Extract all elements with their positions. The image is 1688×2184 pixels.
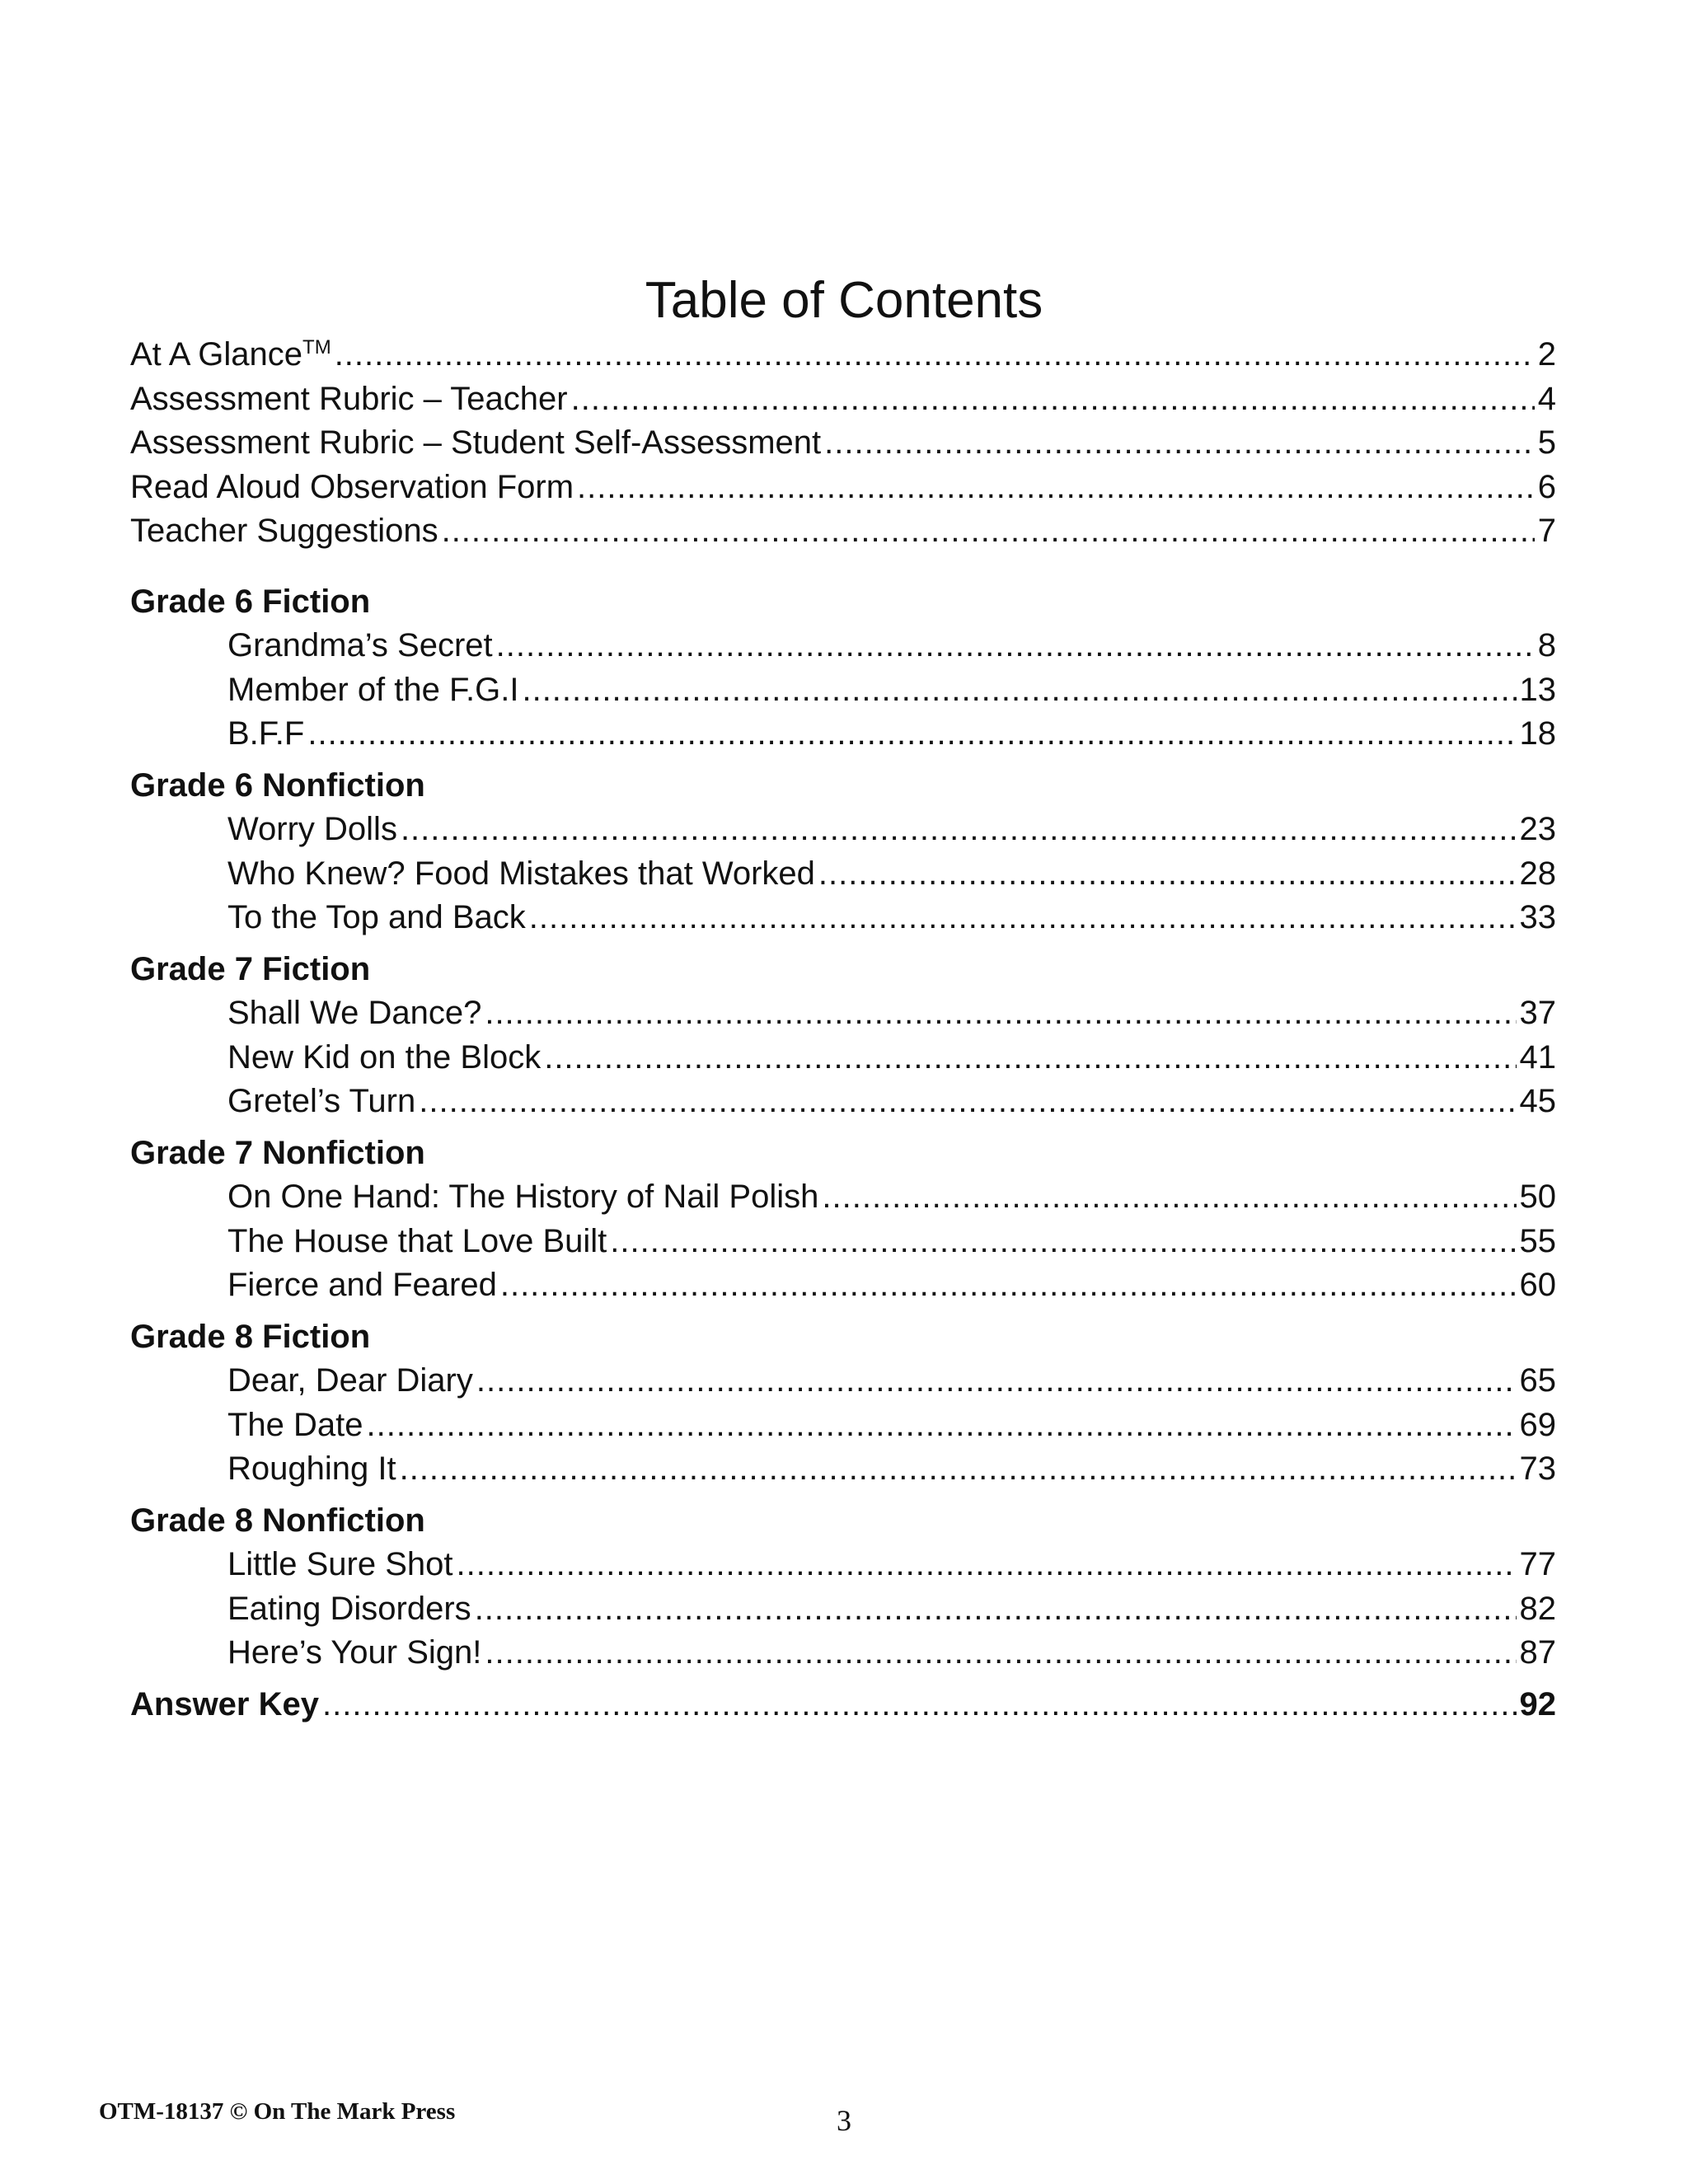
toc-entry-rubric-teacher[interactable]	[130, 377, 1556, 422]
toc-entry-page: 5	[1537, 424, 1556, 461]
toc-entry-label: Here’s Your Sign!	[227, 1634, 482, 1671]
dot-leader	[419, 1080, 1516, 1124]
dot-leader	[522, 668, 1516, 713]
toc-entry[interactable]	[130, 624, 1556, 668]
section-heading: Grade 8 Fiction	[130, 1318, 371, 1355]
toc-entry-answer-key[interactable]	[130, 1683, 1556, 1727]
toc-entry[interactable]	[130, 1220, 1556, 1264]
toc-entry-teacher-suggestions[interactable]	[130, 509, 1556, 554]
toc-entry[interactable]	[130, 1543, 1556, 1587]
section-heading: Grade 6 Fiction	[130, 583, 371, 620]
toc-entry-label: To the Top and Back	[227, 899, 526, 935]
toc-entry-label: Grandma’s Secret	[227, 627, 493, 663]
toc-entry-page: 2	[1537, 336, 1556, 373]
toc-entry[interactable]	[130, 1263, 1556, 1308]
toc-entry[interactable]	[130, 1359, 1556, 1404]
toc-entry-label: Dear, Dear Diary	[227, 1362, 473, 1399]
dot-leader	[485, 991, 1516, 1036]
dot-leader	[500, 1263, 1517, 1308]
dot-leader	[442, 509, 1535, 554]
toc-entry[interactable]	[130, 1447, 1556, 1492]
dot-leader	[475, 1587, 1517, 1632]
toc-entry-label: Roughing It	[227, 1451, 396, 1487]
toc-entry-label: Who Knew? Food Mistakes that Worked	[227, 855, 815, 892]
toc-entry-label: Teacher Suggestions	[130, 513, 438, 549]
toc-entry-label: Assessment Rubric – Teacher	[130, 380, 568, 417]
toc-entry-page: 37	[1519, 995, 1556, 1031]
toc-entry-label: Shall We Dance?	[227, 995, 482, 1031]
toc-entry-page: 7	[1537, 513, 1556, 549]
toc-entry-page: 6	[1537, 468, 1556, 505]
toc-entry-page: 65	[1519, 1362, 1556, 1399]
dot-leader	[571, 377, 1535, 422]
toc-entry-page: 4	[1537, 380, 1556, 417]
dot-leader	[476, 1359, 1517, 1404]
toc-entry-page: 33	[1519, 899, 1556, 935]
toc-entry-page: 77	[1519, 1546, 1556, 1582]
section-heading: Grade 6 Nonfiction	[130, 766, 425, 804]
toc-entry-label: The House that Love Built	[227, 1222, 607, 1259]
toc-entry-page: 41	[1519, 1038, 1556, 1076]
toc-entry[interactable]	[130, 668, 1556, 713]
dot-leader	[322, 1683, 1517, 1727]
dot-leader	[485, 1631, 1516, 1675]
toc-entry-page: 28	[1519, 855, 1556, 892]
dot-leader	[457, 1543, 1517, 1587]
toc-entry-label: B.F.F	[227, 715, 305, 752]
dot-leader	[367, 1404, 1517, 1448]
table-of-contents	[130, 333, 1556, 1727]
dot-leader	[610, 1220, 1516, 1264]
toc-entry-page: 73	[1519, 1451, 1556, 1487]
toc-entry[interactable]	[130, 1175, 1556, 1220]
toc-entry-page: 13	[1519, 671, 1556, 708]
dot-leader	[822, 1175, 1516, 1220]
toc-entry[interactable]	[130, 1036, 1556, 1080]
toc-entry[interactable]	[130, 1404, 1556, 1448]
section-heading: Grade 8 Nonfiction	[130, 1502, 425, 1539]
toc-entry-page: 23	[1519, 811, 1556, 847]
dot-leader	[335, 333, 1535, 377]
toc-entry-page: 55	[1519, 1222, 1556, 1259]
toc-entry-label: At A Glance™	[130, 336, 331, 373]
toc-entry-page: 8	[1537, 627, 1556, 663]
dot-leader	[307, 712, 1516, 757]
toc-entry-label: The Date	[227, 1406, 363, 1443]
toc-entry[interactable]	[130, 896, 1556, 940]
toc-entry[interactable]	[130, 1080, 1556, 1124]
toc-entry[interactable]	[130, 808, 1556, 852]
toc-entry-label: New Kid on the Block	[227, 1038, 542, 1076]
toc-entry-page: 60	[1519, 1267, 1556, 1303]
dot-leader	[400, 1447, 1517, 1492]
section-heading: Grade 7 Nonfiction	[130, 1134, 425, 1171]
toc-entry-label: Read Aloud Observation Form	[130, 468, 574, 505]
toc-entry-at-a-glance[interactable]	[130, 333, 1556, 377]
page-title: Table of Contents	[645, 271, 1043, 329]
toc-entry-page: 87	[1519, 1634, 1556, 1671]
toc-entry-label: Answer Key	[130, 1685, 319, 1722]
dot-leader	[401, 808, 1517, 852]
toc-entry-label: Gretel’s Turn	[227, 1083, 416, 1119]
dot-leader	[544, 1036, 1516, 1080]
toc-entry[interactable]	[130, 1587, 1556, 1632]
toc-entry-label: On One Hand: The History of Nail Polish	[227, 1179, 819, 1215]
toc-entry-label: Worry Dolls	[227, 811, 397, 847]
dot-leader	[529, 896, 1517, 940]
toc-entry-page: 69	[1519, 1406, 1556, 1443]
toc-entry-page: 50	[1519, 1179, 1556, 1215]
dot-leader	[496, 624, 1535, 668]
toc-entry-label: Member of the F.G.I	[227, 671, 519, 708]
dot-leader	[824, 421, 1535, 466]
toc-entry-page: 82	[1519, 1590, 1556, 1627]
section-heading: Grade 7 Fiction	[130, 950, 371, 987]
toc-entry-label: Assessment Rubric – Student Self-Assessment	[130, 424, 822, 461]
toc-entry[interactable]	[130, 1631, 1556, 1675]
toc-entry-page: 45	[1519, 1083, 1556, 1119]
toc-entry[interactable]	[130, 991, 1556, 1036]
toc-entry[interactable]	[130, 852, 1556, 897]
toc-entry-label: Eating Disorders	[227, 1590, 471, 1627]
trademark-mark: TM	[302, 336, 331, 359]
toc-entry-rubric-student[interactable]	[130, 421, 1556, 466]
toc-entry-label: Fierce and Feared	[227, 1267, 497, 1303]
page-number: 3	[837, 2104, 851, 2137]
toc-entry-page: 92	[1519, 1685, 1556, 1722]
dot-leader	[577, 466, 1535, 510]
toc-entry-page: 18	[1519, 715, 1556, 752]
dot-leader	[818, 852, 1517, 897]
toc-entry-read-aloud-form[interactable]	[130, 466, 1556, 510]
publisher-footer: OTM-18137 © On The Mark Press	[99, 2098, 456, 2125]
toc-entry-label: Little Sure Shot	[227, 1546, 453, 1582]
toc-entry[interactable]	[130, 712, 1556, 757]
